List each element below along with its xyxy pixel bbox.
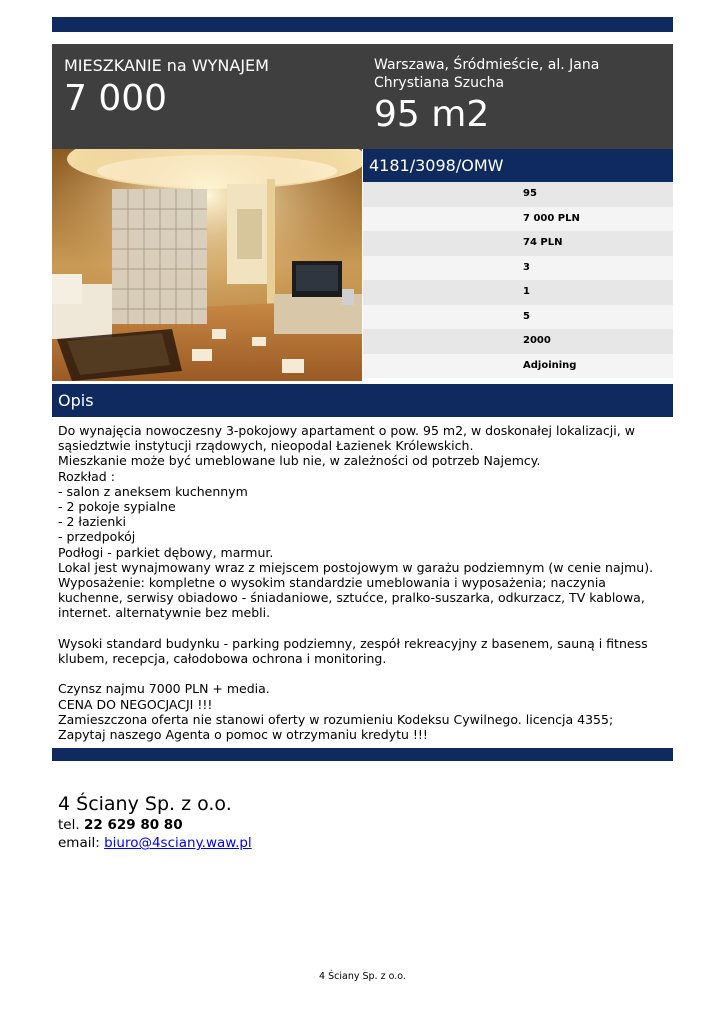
description-line: Podłogi - parkiet dębowy, marmur. bbox=[58, 544, 274, 560]
bottom-divider-bar bbox=[52, 748, 673, 761]
description-line: CENA DO NEGOCJACJI !!! bbox=[58, 696, 213, 712]
description-line: - salon z aneksem kuchennym bbox=[58, 483, 248, 499]
phone-number: 22 629 80 80 bbox=[83, 817, 183, 833]
detail-row: 3 bbox=[363, 256, 673, 281]
header-left bbox=[64, 56, 360, 120]
header-right bbox=[374, 56, 664, 136]
details-table bbox=[363, 182, 673, 378]
description-line: Do wynajęcia nowoczesny 3-pokojowy apartament o pow. 95 m2, w doskonałej lokalizacji, w sąsiedztwie instytucji rządowych, nieopodal Łazienek Królewskich. bbox=[58, 423, 635, 454]
description-line: Rozkład : bbox=[58, 468, 115, 484]
detail-row: 1 bbox=[363, 280, 673, 305]
description-heading: Opis bbox=[52, 384, 673, 417]
phone-label: tel. bbox=[58, 817, 80, 833]
description-line: Lokal jest wynajmowany wraz z miejscem postojowym w garażu podziemnym (w cenie najmu). bbox=[58, 559, 654, 575]
description-line: Zapytaj naszego Agenta o pomoc w otrzymaniu kredytu !!! bbox=[58, 727, 428, 743]
paragraph-gap bbox=[58, 621, 670, 636]
description-line: - 2 łazienki bbox=[58, 514, 126, 530]
detail-row: 7 000 PLN bbox=[363, 207, 673, 232]
company-name: 4 Ściany Sp. z o.o. bbox=[58, 793, 232, 815]
email-label: email: bbox=[58, 835, 100, 851]
offer-reference: 4181/3098/OMW bbox=[363, 149, 673, 182]
listing-header bbox=[52, 44, 673, 149]
phone-line bbox=[58, 816, 658, 834]
description-line: Wyposażenie: kompletne o wysokim standardzie umeblowania i wyposażenia; naczynia kuchenne, serwisy obiadowo - śniadaniowe, sztućce, pralko-suszarka, odkurzacz, TV kablowa, internet. alternatywnie bez mebli. bbox=[58, 575, 645, 621]
detail-row: 5 bbox=[363, 305, 673, 330]
listing-area: 95 m2 bbox=[374, 94, 490, 135]
description-line: Mieszkanie może być umeblowane lub nie, w zależności od potrzeb Najemcy. bbox=[58, 453, 541, 469]
description-line: Czynsz najmu 7000 PLN + media. bbox=[58, 681, 270, 697]
description-body bbox=[58, 423, 670, 742]
description-line: Wysoki standard budynku - parking podziemny, zespół rekreacyjny z basenem, sauną i fitness klubem, recepcja, całodobowa ochrona i monitoring. bbox=[58, 635, 648, 667]
company-contact bbox=[58, 792, 658, 852]
paragraph-gap bbox=[58, 666, 670, 681]
top-divider-bar bbox=[52, 17, 673, 32]
email-link[interactable]: biuro@4sciany.waw.pl bbox=[104, 835, 252, 851]
description-line: Zamieszczona oferta nie stanowi oferty w rozumieniu Kodeksu Cywilnego. licencja 4355; bbox=[58, 711, 614, 727]
email-line bbox=[58, 834, 658, 852]
detail-row: Adjoining bbox=[363, 354, 673, 379]
listing-price: 7 000 bbox=[64, 78, 168, 119]
page-footer: 4 Ściany Sp. z o.o. bbox=[319, 971, 406, 982]
description-line: - 2 pokoje sypialne bbox=[58, 499, 176, 515]
detail-row: 95 bbox=[363, 182, 673, 207]
listing-address: Warszawa, Śródmieście, al. Jana Chrystiana Szucha bbox=[374, 57, 600, 91]
apartment-photo bbox=[52, 149, 362, 381]
detail-row: 2000 bbox=[363, 329, 673, 354]
detail-row: 74 PLN bbox=[363, 231, 673, 256]
listing-type: MIESZKANIE na WYNAJEM bbox=[64, 56, 269, 75]
description-line: - przedpokój bbox=[58, 529, 136, 545]
